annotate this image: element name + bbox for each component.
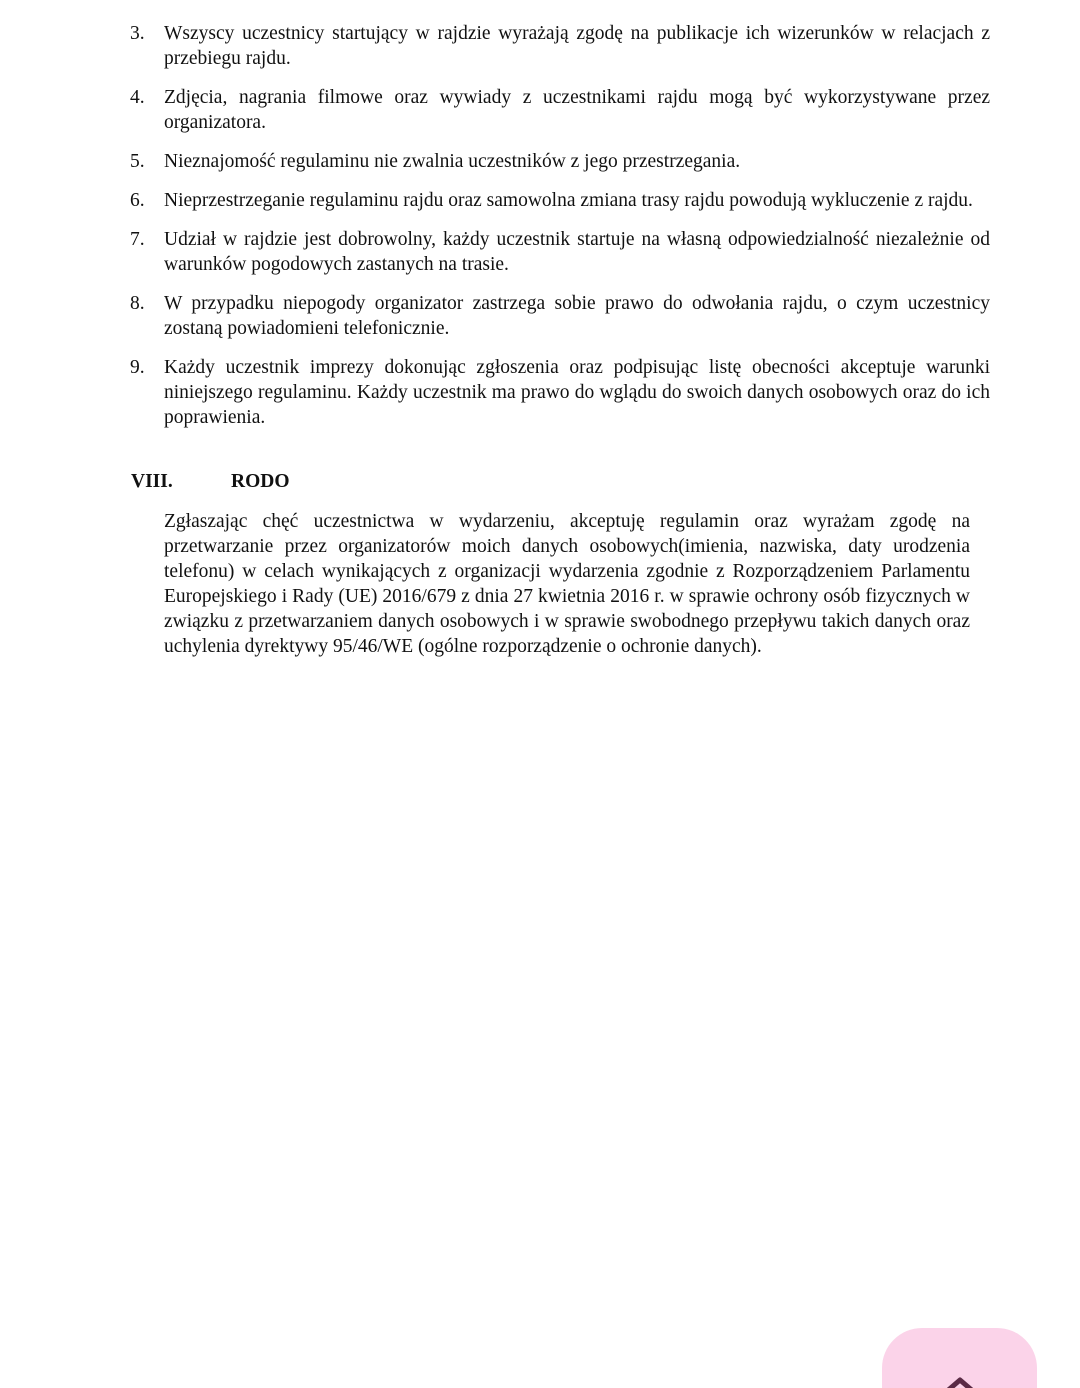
item-number: 5. — [130, 151, 145, 172]
item-text: Nieznajomość regulaminu nie zwalnia uczestników z jego przestrzegania. — [164, 151, 741, 172]
list-item — [130, 355, 990, 430]
list-item — [130, 21, 990, 71]
item-number: 8. — [130, 293, 145, 314]
list-item — [130, 149, 990, 174]
chevron-up-icon — [940, 1374, 980, 1388]
item-number: 4. — [130, 87, 145, 108]
section-heading — [131, 469, 290, 494]
item-number: 9. — [130, 357, 145, 378]
item-number: 7. — [130, 229, 145, 250]
list-item — [130, 291, 990, 341]
section-paragraph: Zgłaszając chęć uczestnictwa w wydarzeniu, akceptuję regulamin oraz wyrażam zgodę na przetwarzanie przez organizatorów moich danych osobowych(imienia, nazwiska, daty urodzenia telefonu) w celach wynikających z organizacji wydarzenia zgodnie z Rozporządzeniem Parlamentu Europejskiego i Rady (UE) 2016/679 z dnia 27 kwietnia 2016 r. w sprawie ochrony osób fizycznych w związku z przetwarzaniem danych osobowych i w sprawie swobodnego przepływu takich danych oraz uchylenia dyrektywy 95/46/WE (ogólne rozporządzenie o ochronie danych). — [164, 511, 970, 657]
item-text: W przypadku niepogody organizator zastrzega sobie prawo do odwołania rajdu, o czym uczestnicy zostaną powiadomieni telefonicznie. — [164, 293, 990, 339]
list-item — [130, 227, 990, 277]
item-text: Zdjęcia, nagrania filmowe oraz wywiady z uczestnikami rajdu mogą być wykorzystywane przez organizatora. — [164, 87, 990, 133]
item-number: 3. — [130, 23, 145, 44]
regulations-list — [130, 21, 990, 444]
item-text: Nieprzestrzeganie regulaminu rajdu oraz samowolna zmiana trasy rajdu powodują wykluczenie z rajdu. — [164, 190, 973, 211]
section-title: RODO — [231, 471, 290, 492]
section-number: VIII. — [131, 471, 173, 492]
item-number: 6. — [130, 190, 145, 211]
scroll-to-top-button[interactable] — [882, 1328, 1037, 1388]
item-text: Udział w rajdzie jest dobrowolny, każdy uczestnik startuje na własną odpowiedzialność niezależnie od warunków pogodowych zastanych na trasie. — [164, 229, 990, 275]
list-item — [130, 188, 990, 213]
item-text: Każdy uczestnik imprezy dokonując zgłoszenia oraz podpisując listę obecności akceptuje warunki niniejszego regulaminu. Każdy uczestnik ma prawo do wglądu do swoich danych osobowych oraz do ich poprawienia. — [164, 357, 990, 428]
list-item — [130, 85, 990, 135]
item-text: Wszyscy uczestnicy startujący w rajdzie wyrażają zgodę na publikacje ich wizerunków w relacjach z przebiegu rajdu. — [164, 23, 990, 69]
